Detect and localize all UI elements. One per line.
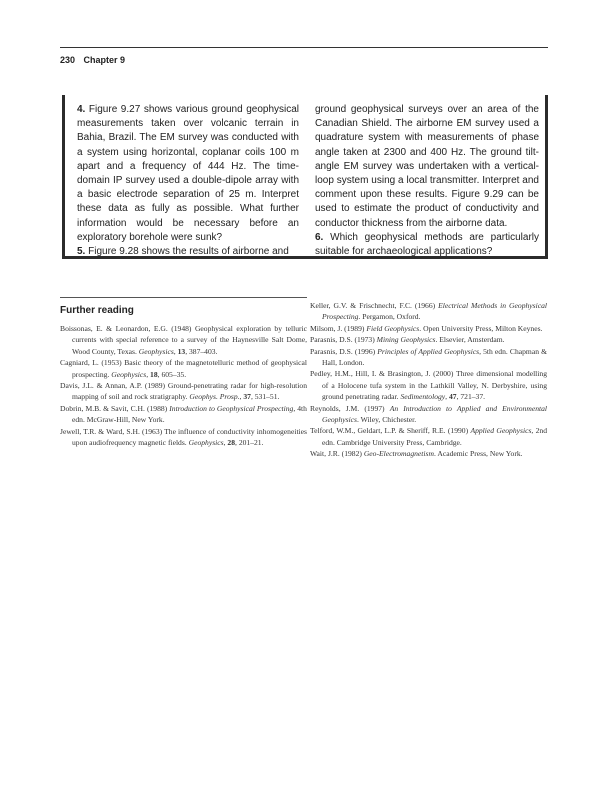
reference-volume: 28 — [227, 438, 236, 448]
exercise-column-left — [77, 103, 299, 259]
exercise-5-continued — [315, 103, 539, 231]
reference-source: Sedimentology — [400, 392, 446, 402]
reference-pages: , 201–21. — [235, 438, 264, 448]
reference-details: , — [223, 438, 228, 448]
reference-entry — [310, 300, 547, 323]
reference-details: , 4th edn. McGraw-Hill, New York. — [72, 403, 307, 425]
reference-pages: , 387–403. — [185, 346, 218, 356]
reference-entry — [60, 323, 307, 357]
page-number: 230 — [60, 55, 76, 65]
reference-volume: 47 — [448, 392, 457, 402]
reference-details: , — [239, 392, 244, 402]
reference-details: , 2nd edn. Cambridge University Press, Cambridge. — [322, 426, 548, 447]
reference-entry — [310, 346, 547, 369]
exercise-box — [62, 95, 548, 259]
reference-authors-title: Dobrin, M.B. & Savit, C.H. (1988) — [60, 403, 170, 413]
reference-pages: , 605–35. — [157, 369, 187, 379]
reference-source: Applied Geophysics — [470, 426, 532, 436]
reference-authors-title: Reynolds, J.M. (1997) — [310, 403, 390, 413]
reference-source: Geophysics — [188, 438, 224, 448]
reference-details: , — [445, 392, 449, 402]
reference-source: Geo-Electromagnetism — [363, 449, 434, 459]
running-header — [60, 55, 125, 65]
header-rule — [60, 47, 548, 48]
reference-entry — [310, 334, 547, 345]
reference-entry — [60, 357, 307, 380]
reference-source: An Introduction to Applied and Environmental Geophysics — [322, 403, 548, 425]
reference-list-left — [60, 323, 307, 448]
reference-authors-title: Parasnis, D.S. (1996) — [310, 346, 378, 356]
exercise-text: Which geophysical methods are particularly suitable for archaeological applications? — [315, 231, 539, 258]
reference-volume: 37 — [243, 392, 251, 402]
exercise-4 — [77, 103, 299, 245]
exercise-6 — [315, 231, 539, 259]
further-reading-heading: Further reading — [60, 305, 134, 316]
reference-authors-title: Jewell, T.R. & Ward, S.H. (1963) The influence of conductivity inhomogeneities upon audiofrequency magnetic fields. — [60, 426, 307, 448]
reference-source: Field Geophysics — [366, 323, 420, 333]
exercise-number: 5. — [77, 246, 86, 258]
reference-entry — [310, 448, 547, 459]
reference-source: Geophys. Prosp. — [189, 392, 240, 402]
reference-entry — [60, 380, 307, 403]
reference-volume: 13 — [177, 346, 186, 356]
reference-details: . Wiley, Chichester. — [357, 415, 417, 425]
reference-authors-title: Pedley, H.M., Hill, I. & Brasington, J. (2000) Three dimensional modelling of a Holocene tufa system in the Lathkill Valley, N. Derbyshire, using ground penetrating radar. — [310, 369, 547, 402]
reference-details: , 5th edn. Chapman & Hall, London. — [322, 346, 547, 368]
reference-authors-title: Cagniard, L. (1953) Basic theory of the magnetotelluric method of geophysical prospecting. — [60, 358, 307, 379]
reference-pages: , 721–37. — [456, 392, 486, 402]
reference-source: Mining Geophysics — [376, 335, 436, 345]
exercise-text: Figure 9.27 shows various ground geophysical measurements taken over volcanic terrain in Bahia, Brazil. The EM survey was conducted with a system using horizontal, coplanar coils 100 m apart and a frequency of 444 Hz. The time-domain IP survey used a double-dipole array with a basic electrode separation of 25 m. Interpret these data as fully as possible. What further information would be necessary before an exploratory borehole were sunk? — [77, 104, 300, 243]
reference-details: , — [146, 369, 151, 379]
reference-source: Electrical Methods in Geophysical Prospecting — [322, 301, 548, 322]
exercise-5 — [77, 245, 299, 259]
reference-volume: 18 — [150, 369, 158, 379]
reference-entry — [310, 425, 547, 448]
reference-entry — [60, 403, 307, 426]
reference-authors-title: Wait, J.R. (1982) — [310, 449, 364, 459]
reference-authors-title: Boissonas, E. & Leonardon, E.G. (1948) Geophysical exploration by telluric currents with special reference to a survey of the Haynesville Salt Dome, Wood County, Texas. — [60, 324, 307, 356]
exercise-number: 6. — [315, 231, 324, 243]
reference-authors-title: Telford, W.M., Geldart, L.P. & Sheriff, R.E. (1990) — [310, 426, 471, 436]
reference-pages: , 531–51. — [250, 392, 280, 402]
further-reading-rule — [60, 297, 307, 298]
reference-entry — [310, 403, 547, 426]
exercise-number: 4. — [77, 104, 86, 115]
exercise-column-right — [315, 103, 539, 259]
reference-list-right — [310, 300, 547, 460]
reference-entry — [310, 368, 547, 402]
reference-details: . Academic Press, New York. — [433, 449, 523, 459]
chapter-label: Chapter 9 — [83, 55, 126, 65]
reference-entry — [310, 323, 547, 334]
reference-source: Geophysics — [138, 346, 174, 356]
reference-authors-title: Davis, J.L. & Annan, A.P. (1989) Ground-penetrating radar for high-resolution mapping of soil and rock stratigraphy. — [60, 381, 307, 402]
reference-source: Introduction to Geophysical Prospecting — [169, 403, 294, 413]
exercise-text: Figure 9.28 shows the results of airborne and — [88, 246, 289, 258]
reference-authors-title: Keller, G.V. & Frischnecht, F.C. (1966) — [310, 301, 439, 310]
exercise-text: ground geophysical surveys over an area of the Canadian Shield. The airborne EM survey used a quadrature system with measurements of phase angle taken at 2300 and 400 Hz. The ground tilt-angle EM survey was undertaken with a vertical-loop system using a local transmitter. Interpret and comment upon these results. Figure 9.29 can be used to estimate the product of conductivity and conductor thickness from the airborne data. — [315, 104, 539, 229]
reference-source: Principles of Applied Geophysics — [377, 346, 480, 356]
reference-entry — [60, 426, 307, 449]
reference-details: . Pergamon, Oxford. — [358, 312, 421, 322]
reference-details: . Elsevier, Amsterdam. — [435, 335, 505, 345]
reference-authors-title: Parasnis, D.S. (1973) — [310, 335, 377, 345]
reference-details: . Open University Press, Milton Keynes. — [419, 323, 543, 333]
reference-authors-title: Milsom, J. (1989) — [310, 323, 367, 333]
reference-details: , — [173, 346, 178, 356]
reference-source: Geophysics — [111, 369, 147, 379]
